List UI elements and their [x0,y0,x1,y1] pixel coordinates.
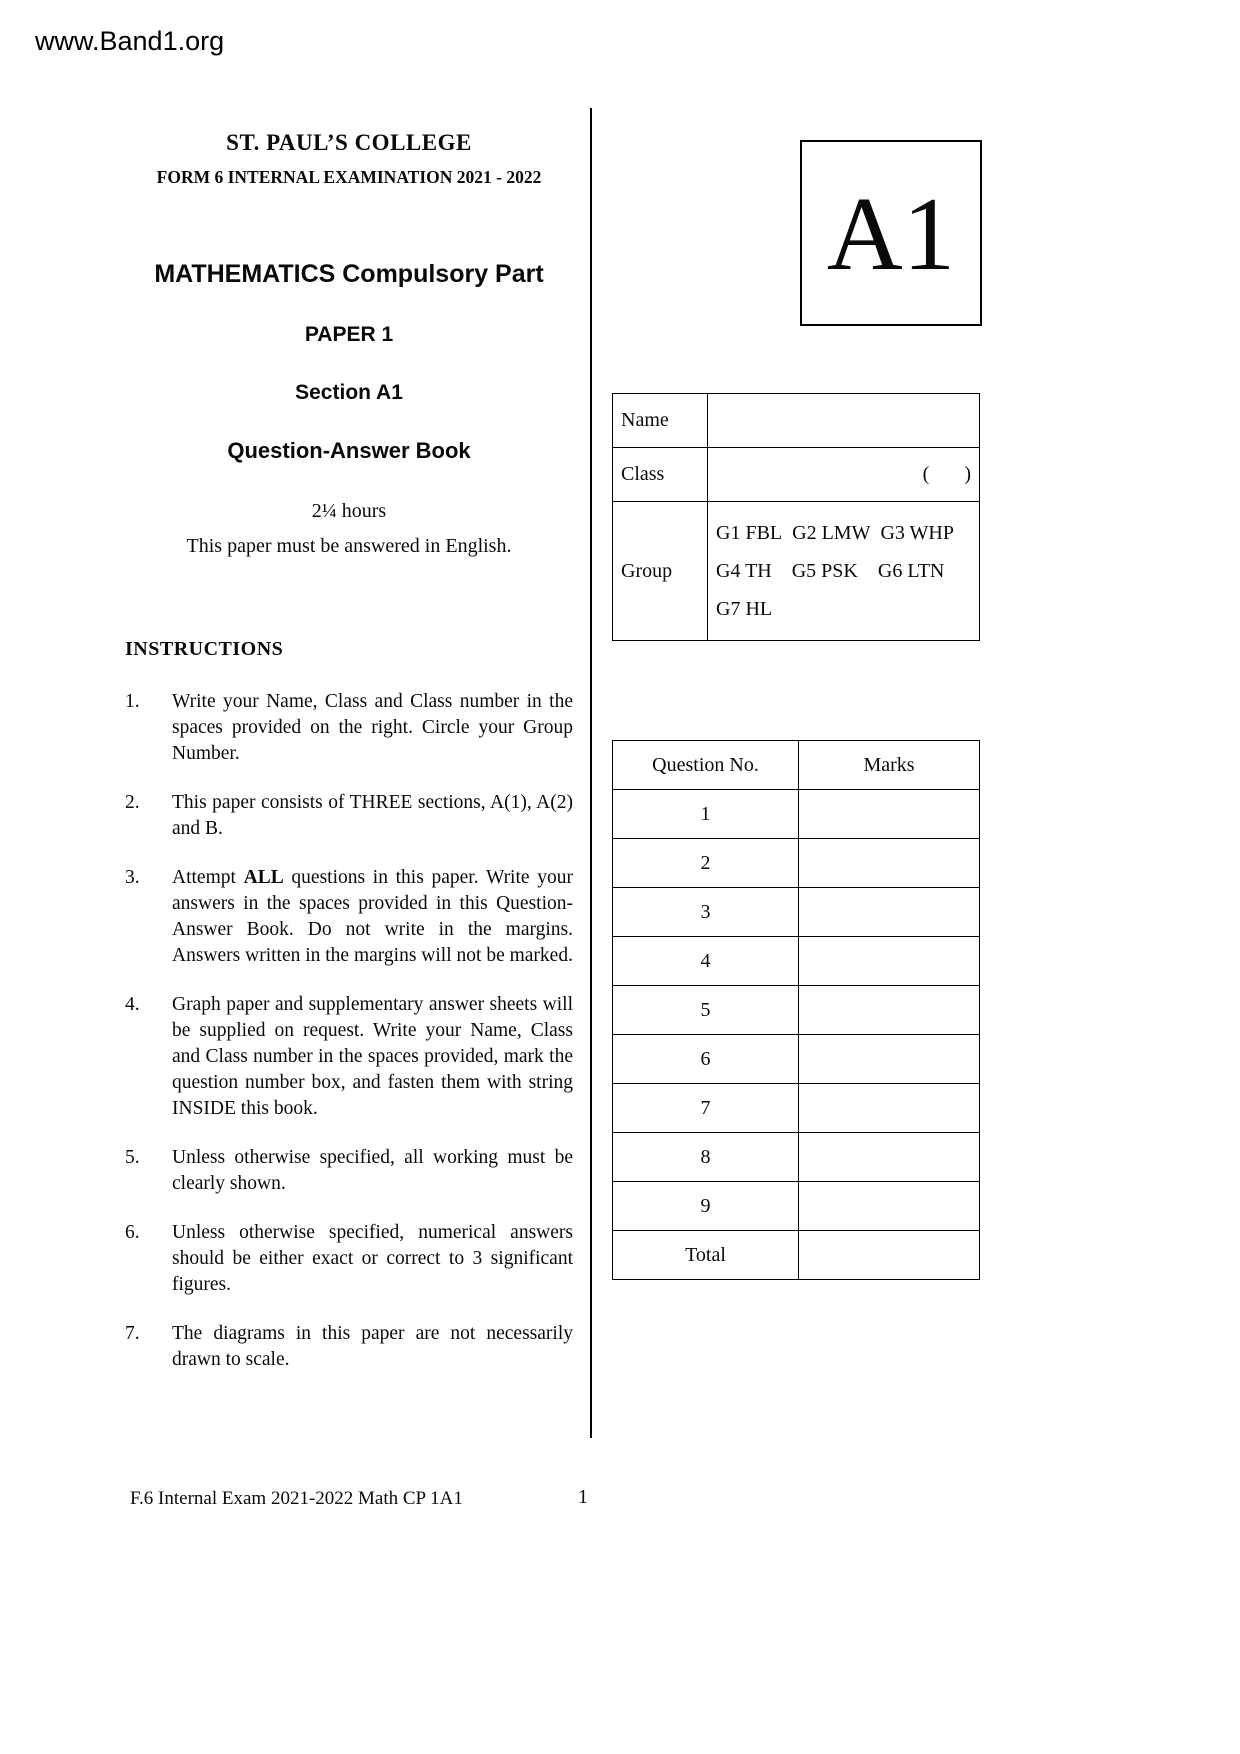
marks-row [613,1035,980,1084]
instruction-text: This paper consists of THREE sections, A(1), A(2) and B. [172,792,573,839]
group-options-line: G4 TH G5 PSK G6 LTN [716,560,945,582]
instruction-item [125,1220,573,1298]
marks-cell [799,1084,980,1133]
marks-row [613,1182,980,1231]
paper-code-box [800,140,982,326]
name-label: Name [613,394,708,448]
question-number-cell: 4 [613,937,799,986]
marks-row [613,790,980,839]
question-number-cell: Total [613,1231,799,1280]
instruction-text: Write your Name, Class and Class number in the spaces provided on the right. Circle your Group Number. [172,691,573,764]
marks-cell [799,1035,980,1084]
vertical-divider [590,108,592,1438]
instruction-item [125,790,573,842]
class-number-parentheses: ( ) [708,448,980,502]
marks-cell [799,839,980,888]
marks-cell [799,1133,980,1182]
question-no-header: Question No. [613,741,799,790]
question-number-cell: 8 [613,1133,799,1182]
marks-table-header-row [613,741,980,790]
group-options-cell [708,502,980,641]
marks-cell [799,986,980,1035]
question-number-cell: 5 [613,986,799,1035]
class-row [613,448,980,502]
instruction-text: Unless otherwise specified, numerical answers should be either exact or correct to 3 significant figures. [172,1222,573,1295]
language-note: This paper must be answered in English. [186,535,512,557]
marks-row [613,1133,980,1182]
instruction-number: 1. [125,691,140,712]
marks-row [613,1231,980,1280]
instruction-number: 5. [125,1147,140,1168]
instruction-item [125,1321,573,1373]
marks-row [613,839,980,888]
left-column [125,130,573,1396]
marks-row [613,1084,980,1133]
instructions-title: INSTRUCTIONS [125,638,284,660]
instruction-text: Unless otherwise specified, all working must be clearly shown. [172,1147,573,1194]
marks-cell [799,1231,980,1280]
marks-row [613,888,980,937]
instruction-text-post: questions in this paper. Write your answers in the spaces provided in this Question-Answer Book. Do not write in the margins. Answers written in the margins will not be marked. [172,867,573,966]
section-title: Section A1 [295,381,403,404]
name-row [613,394,980,448]
marks-cell [799,888,980,937]
paper-code: A1 [826,174,956,292]
instruction-number: 7. [125,1323,140,1344]
student-info-table [612,393,980,641]
question-number-cell: 3 [613,888,799,937]
footer-exam-code: F.6 Internal Exam 2021-2022 Math CP 1A1 [130,1488,463,1509]
instruction-item [125,992,573,1122]
question-number-cell: 6 [613,1035,799,1084]
instruction-number: 3. [125,867,140,888]
instruction-item [125,689,573,767]
instruction-text-pre: Attempt [172,867,244,888]
instruction-number: 6. [125,1222,140,1243]
exam-title: FORM 6 INTERNAL EXAMINATION 2021 - 2022 [156,167,542,187]
watermark: www.Band1.org [35,26,225,56]
instruction-text [172,865,573,969]
instruction-text-bold: ALL [243,867,284,888]
question-number-cell: 1 [613,790,799,839]
marks-table [612,740,980,1280]
marks-cell [799,937,980,986]
marks-row [613,937,980,986]
marks-header: Marks [799,741,980,790]
group-label: Group [613,502,708,641]
duration: 2¼ hours [311,500,387,522]
instruction-item [125,1145,573,1197]
group-options-line: G1 FBL G2 LMW G3 WHP [716,522,954,544]
subject-title: MATHEMATICS Compulsory Part [154,260,544,288]
group-options-line: G7 HL [716,598,773,620]
instruction-text: The diagrams in this paper are not necessarily drawn to scale. [172,1323,573,1370]
question-number-cell: 9 [613,1182,799,1231]
paper-number: PAPER 1 [304,323,394,346]
marks-cell [799,1182,980,1231]
instructions-list [125,689,573,1373]
question-number-cell: 2 [613,839,799,888]
group-row [613,502,980,641]
instruction-item [125,865,573,969]
name-input-cell [708,394,980,448]
college-name: ST. PAUL’S COLLEGE [226,130,472,155]
page-number: 1 [578,1486,588,1508]
book-title: Question-Answer Book [227,438,471,463]
marks-cell [799,790,980,839]
instruction-number: 2. [125,792,140,813]
instruction-number: 4. [125,994,140,1015]
class-label: Class [613,448,708,502]
instruction-text: Graph paper and supplementary answer sheets will be supplied on request. Write your Name, Class and Class number in the spaces provided, mark the question number box, and fasten them with string INSIDE this book. [172,994,573,1119]
question-number-cell: 7 [613,1084,799,1133]
marks-row [613,986,980,1035]
